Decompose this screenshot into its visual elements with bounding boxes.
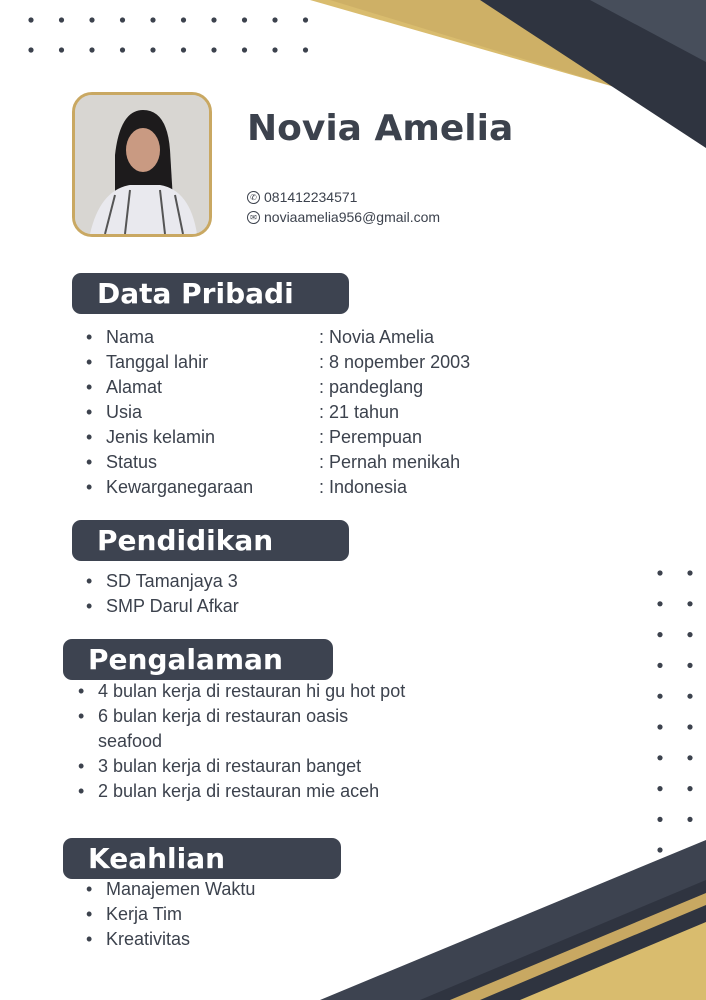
dot <box>272 17 277 22</box>
dot <box>181 17 186 22</box>
dot <box>657 632 662 637</box>
dot <box>657 755 662 760</box>
dot <box>687 755 692 760</box>
field-label: • Tanggal lahir <box>106 352 209 372</box>
dot <box>211 47 216 52</box>
dot <box>687 694 692 699</box>
dot <box>211 17 216 22</box>
dot <box>657 570 662 575</box>
list-item: • SMP Darul Afkar <box>86 594 239 619</box>
dot <box>687 663 692 668</box>
list-item: • 6 bulan kerja di restauran oasis seafood <box>78 704 408 754</box>
section-header-keahlian: Keahlian <box>63 838 341 879</box>
personal-data-row <box>86 450 470 475</box>
dot <box>687 786 692 791</box>
phone-icon: ✆ <box>247 191 260 204</box>
list-item: • 2 bulan kerja di restauran mie aceh <box>78 779 408 804</box>
list-item: • 3 bulan kerja di restauran banget <box>78 754 408 779</box>
field-value: : pandeglang <box>319 377 424 397</box>
phone-number: 081412234571 <box>264 189 358 205</box>
dot <box>272 47 277 52</box>
skills-list <box>86 877 255 952</box>
dot <box>687 724 692 729</box>
experience-list <box>78 679 408 804</box>
dot <box>657 786 662 791</box>
list-item: • Manajemen Waktu <box>86 877 255 902</box>
dot <box>181 47 186 52</box>
dot <box>303 47 308 52</box>
dot <box>89 17 94 22</box>
dot <box>150 47 155 52</box>
field-value: : Indonesia <box>319 477 408 497</box>
dot <box>242 47 247 52</box>
dot <box>657 817 662 822</box>
field-value: : Novia Amelia <box>319 327 435 347</box>
dot <box>242 17 247 22</box>
personal-data-row <box>86 425 470 450</box>
dot <box>150 17 155 22</box>
dot <box>303 17 308 22</box>
dot <box>28 47 33 52</box>
email-icon: ✉ <box>247 211 260 224</box>
field-label: • Jenis kelamin <box>106 427 216 447</box>
dot <box>657 601 662 606</box>
field-label: • Status <box>106 452 158 472</box>
field-label: • Alamat <box>106 377 163 397</box>
personal-data-row <box>86 350 470 375</box>
dot <box>657 663 662 668</box>
field-label: • Nama <box>106 327 155 347</box>
education-list <box>86 569 239 619</box>
dot <box>120 17 125 22</box>
section-header-pengalaman: Pengalaman <box>63 639 333 680</box>
field-label: • Kewarganegaraan <box>106 477 254 497</box>
dot <box>28 17 33 22</box>
list-item: • Kerja Tim <box>86 902 255 927</box>
dot <box>687 632 692 637</box>
email-contact <box>247 209 440 225</box>
list-item: • SD Tamanjaya 3 <box>86 569 239 594</box>
dot <box>687 817 692 822</box>
personal-data-list <box>86 325 470 500</box>
dot <box>657 694 662 699</box>
dot <box>59 17 64 22</box>
personal-data-row <box>86 400 470 425</box>
dot <box>59 47 64 52</box>
field-value: : 21 tahun <box>319 402 400 422</box>
candidate-name: Novia Amelia <box>247 108 514 149</box>
dot <box>657 724 662 729</box>
personal-data-row <box>86 325 470 350</box>
personal-data-row <box>86 475 470 500</box>
field-value: : 8 nopember 2003 <box>319 352 471 372</box>
list-item: • 4 bulan kerja di restauran hi gu hot pot <box>78 679 408 704</box>
phone-contact <box>247 189 357 205</box>
person-silhouette-icon <box>75 95 209 234</box>
field-value: : Pernah menikah <box>319 452 461 472</box>
dot <box>89 47 94 52</box>
profile-photo <box>72 92 212 237</box>
dot <box>657 847 662 852</box>
dot <box>687 570 692 575</box>
personal-data-row <box>86 375 470 400</box>
field-label: • Usia <box>106 402 143 422</box>
email-address: noviaamelia956@gmail.com <box>264 209 441 225</box>
dot <box>120 47 125 52</box>
list-item: • Kreativitas <box>86 927 255 952</box>
field-value: : Perempuan <box>319 427 423 447</box>
dot <box>687 601 692 606</box>
section-header-pendidikan: Pendidikan <box>72 520 349 561</box>
section-header-data-pribadi: Data Pribadi <box>72 273 349 314</box>
